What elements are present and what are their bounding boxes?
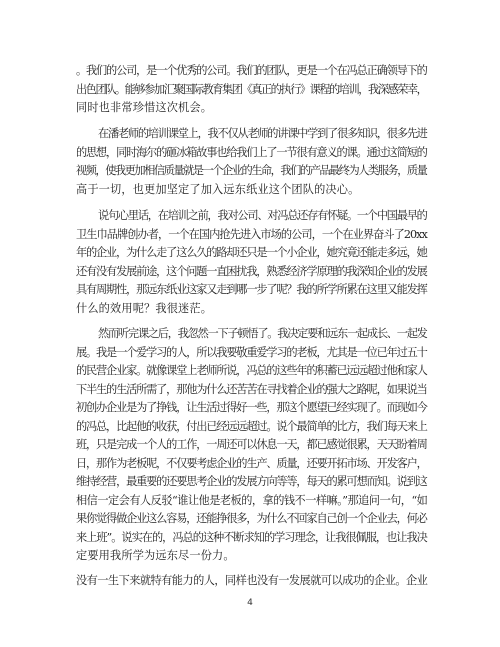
text-line: 没有一生下来就特有能力的人，同样也没有一发展就可以成功的企业。企业	[76, 574, 428, 587]
text-line: 下半生的生活所需了，那他为什么还苦苦在寻找着企业的强大之路呢，如果说当	[76, 383, 427, 396]
paragraph-first-line: 在潘老师的培训课堂上，我不仅从老师的讲课中学到了很多知识，很多先进	[98, 127, 427, 140]
text-line: 同时也非常珍惜这次机会。	[76, 101, 213, 114]
text-line: 日，那作为老板呢，不仅要考虑企业的生产、质量，还要开拓市场、开发客户，	[76, 457, 427, 470]
text-line: 展。我是一个爱学习的人，所以我要敬重爱学习的老板，尤其是一位已年过五十	[76, 346, 427, 359]
text-line: 的思想，同时海尔的砸冰箱故事也给我们上了一节很有意义的课。通过这简短的	[76, 146, 427, 159]
text-line: 相信一定会有人反驳“谁让他是老板的，拿的钱不一样嘛。”那追问一句，“如	[76, 494, 428, 507]
text-line: 果你觉得做企业这么容易，还能挣很多，为什么不回家自己创一个企业去，何必	[76, 512, 427, 525]
text-line: 的民营企业家。就像课堂上老师所说，冯总的这些年的积蓄已远远超过他和家人	[76, 364, 427, 377]
page-number: 4	[247, 598, 253, 608]
text-line: 还有没有发展前途，这个问题一直困扰我，熟悉经济学原理的我深知企业的发展	[76, 265, 427, 278]
text-line: 维持经营，最重要的还要思考企业的发展方向等等，每天的累可想而知。说到这	[76, 475, 427, 488]
text-line: 的冯总，比起他的收获，付出已经远远超过。说个最简单的比方，我们每天来上	[76, 420, 427, 433]
text-line: 班，只是完成一个人的工作，一周还可以休息一天，都已感觉很累，天天盼着周	[76, 438, 427, 451]
text-line: 高于一切，也更加坚定了加入远东纸业这个团队的决心。	[76, 183, 360, 196]
text-line: 具有周期性，那远东纸业这家又走到哪一步了呢？我的所学所累在这里又能发挥	[76, 283, 427, 296]
paragraph-first-line: 说句心里话，在培训之前，我对公司、对冯总还存有怀疑。一个中国最早的	[98, 209, 427, 222]
text-line: 视频，使我更加相信质量就是一个企业的生命，我们的产品最终为人类服务，质量	[76, 164, 427, 177]
text-line: 来上班”。说实在的，冯总的这种不断求知的学习理念，让我很佩服，也让我决	[76, 531, 427, 544]
text-line: 定要用我所学为远东尽一份力。	[76, 549, 235, 562]
text-line: 卫生巾品牌创办者，一个在国内抢先进入市场的公司，一个在业界奋斗了20xx	[76, 228, 427, 241]
text-line: 出色团队。能够参加汇聚国际教育集团《真正的执行》课程的培训，我深感荣幸，	[76, 83, 427, 96]
text-line: 。我们的公司，是一个优秀的公司。我们的团队，更是一个在冯总正确领导下的	[76, 64, 427, 77]
text-line: 年的企业，为什么走了这么久的路却还只是一个小企业，她究竟还能走多远，她	[76, 246, 427, 259]
text-line: 什么的效用呢？我很迷茫。	[76, 302, 213, 315]
paragraph-first-line: 然而听完课之后，我忽然一下子顿悟了。我决定要和远东一起成长、一起发	[98, 327, 427, 340]
text-line: 初创办企业是为了挣钱，让生活过得好一些，那这个愿望已经实现了。而现如今	[76, 401, 427, 414]
